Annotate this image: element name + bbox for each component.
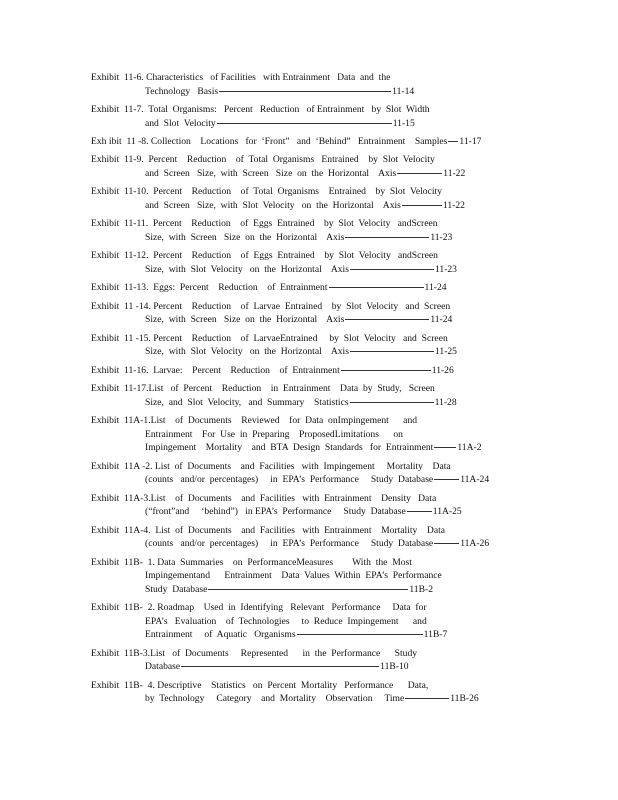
toc-page-number: 11B-10 xyxy=(380,661,409,673)
toc-entry-text: and Screen Size, with Screen Size on the Horizontal Axis xyxy=(145,167,397,179)
toc-entry-text: Exhibit 11-16. Larvae: Percent Reduction of Entrainment xyxy=(91,364,340,376)
toc-entry xyxy=(91,217,521,244)
toc-page-number: 11-14 xyxy=(392,85,415,97)
toc-entry xyxy=(91,382,521,409)
toc-entry-text: and Slot Velocity xyxy=(145,117,216,129)
toc-entry-text: Exhibit 11-7. Total Organisms: Percent Reduction of Entrainment by Slot Width xyxy=(91,103,430,115)
toc-entry-text: Entrainment of Aquatic Organisms xyxy=(145,629,296,641)
toc-entry-text: Exhibit 11A-1.List of Documents Reviewed for Data onImpingement and xyxy=(91,415,418,427)
toc-entry-title-continued xyxy=(91,660,521,674)
toc-entry-text: EPA’s Evaluation of Technologies to Reduce Impingement and xyxy=(145,615,427,627)
toc-entry-text: Size, with Slot Velocity on the Horizontal Axis xyxy=(145,263,349,275)
toc-entry-title xyxy=(91,460,521,474)
toc-entry xyxy=(91,414,521,455)
toc-entry xyxy=(91,601,521,642)
toc-entry-text: and Screen Size, with Slot Velocity on the Horizontal Axis xyxy=(145,199,401,211)
toc-entry-title-continued xyxy=(91,537,521,551)
dot-leader xyxy=(329,287,424,288)
toc-page-number: 11-28 xyxy=(434,396,457,408)
toc-entry-text: Exhibit 11-13. Eggs: Percent Reduction of Entrainment xyxy=(91,282,328,294)
toc-entry-title-continued xyxy=(91,583,521,597)
toc-entry xyxy=(91,524,521,551)
toc-entry-text: Exhibit 11A-4. List of Documents and Facilities with Entrainment Mortality Data xyxy=(91,524,446,536)
toc-entry xyxy=(91,185,521,212)
toc-entry xyxy=(91,300,521,327)
toc-entry-text: Exhibit 11-11. Percent Reduction of Eggs Entrained by Slot Velocity andScreen xyxy=(91,218,438,230)
toc-entry-title-continued xyxy=(91,199,521,213)
toc-entry-title-continued xyxy=(91,231,521,245)
toc-page-number: 11B-26 xyxy=(450,693,479,705)
toc-entry-text: Exhibit 11-17.List of Percent Reduction in Entrainment Data by Study, Screen xyxy=(91,383,435,395)
toc-entry-text: Study Database xyxy=(145,583,208,595)
toc-entry-text: Exhibit 11-6. Characteristics of Facilities with Entrainment Data and the xyxy=(91,72,391,83)
toc-entry xyxy=(91,556,521,597)
toc-entry-text: Size, with Slot Velocity on the Horizontal Axis xyxy=(145,346,349,358)
dot-leader xyxy=(341,370,431,371)
toc-entry-title xyxy=(91,71,521,85)
toc-entry xyxy=(91,679,521,706)
toc-page-number: 11-17 xyxy=(459,135,482,147)
toc-entry xyxy=(91,71,521,98)
dot-leader xyxy=(350,351,434,352)
toc-entry-text: by Technology Category and Mortality Observation Time xyxy=(145,693,405,705)
toc-page-number: 11A-25 xyxy=(432,506,462,518)
toc-entry xyxy=(91,135,521,149)
toc-entry-text: Entrainment For Use in Preparing ProposedLimitations on xyxy=(145,428,403,440)
dot-leader xyxy=(434,543,459,544)
toc-entry-title xyxy=(91,524,521,538)
dot-leader xyxy=(434,447,456,448)
toc-entry-title-continued xyxy=(91,505,521,519)
toc-entry-text: Database xyxy=(145,661,181,673)
toc-page-number: 11A-2 xyxy=(457,442,482,454)
toc-entry-title xyxy=(91,185,521,199)
toc-entry-text: (counts and/or percentages) in EPA’s Performance Study Database xyxy=(145,538,434,550)
dot-leader xyxy=(448,141,458,142)
toc-entry xyxy=(91,460,521,487)
toc-entry-title xyxy=(91,103,521,117)
toc-entry-text: Exhibit 11 -15. Percent Reduction of LarvaeEntrained by Slot Velocity and Screen xyxy=(91,332,448,344)
toc-entry-text: (counts and/or percentages) in EPA’s Performance Study Database xyxy=(145,474,434,486)
toc-entry-title xyxy=(91,556,521,570)
toc-entry-text: Technology Basis xyxy=(145,85,219,97)
dot-leader xyxy=(350,269,434,270)
toc-entry-text: Size, with Screen Size on the Horizontal Axis xyxy=(145,231,345,243)
toc-entry-title xyxy=(91,492,521,506)
toc-entry-title-continued xyxy=(91,441,521,455)
toc-entry-title xyxy=(91,647,521,661)
toc-entry-title-continued xyxy=(91,473,521,487)
toc-entry-text: Exhibit 11A -2. List of Documents and Facilities with Impingement Mortality Data xyxy=(91,460,451,472)
toc-page-number: 11-24 xyxy=(424,282,447,294)
toc-entry-text: Exhibit 11-12. Percent Reduction of Eggs Entrained by Slot Velocity andScreen xyxy=(91,250,438,262)
toc-entry-title xyxy=(91,679,521,693)
toc-entry-title xyxy=(91,249,521,263)
toc-entry xyxy=(91,103,521,130)
toc-entry-text: Exhibit 11 -14. Percent Reduction of Larvae Entrained by Slot Velocity and Screen xyxy=(91,300,451,312)
dot-leader xyxy=(208,589,408,590)
toc-page-number: 11-26 xyxy=(431,364,454,376)
dot-leader xyxy=(434,479,459,480)
dot-leader xyxy=(350,402,434,403)
toc-entry-title-continued xyxy=(91,117,521,131)
dot-leader xyxy=(219,91,391,92)
toc-entry-title-continued xyxy=(91,428,521,442)
toc-entry-text: Exhibit 11-9. Percent Reduction of Total Organisms Entrained by Slot Velocity xyxy=(91,154,435,166)
dot-leader xyxy=(297,634,423,635)
toc-entry xyxy=(91,492,521,519)
toc-page-number: 11B-7 xyxy=(423,629,448,641)
toc-entry-text: Exhibit 11-10. Percent Reduction of Total Organisms Entrained by Slot Velocity xyxy=(91,186,442,198)
list-of-exhibits xyxy=(91,71,521,711)
toc-entry-title-continued xyxy=(91,628,521,642)
toc-page-number: 11-22 xyxy=(442,199,465,211)
dot-leader xyxy=(402,205,442,206)
toc-entry-text: (“front”and ‘behind”) in EPA’s Performance Study Database xyxy=(145,506,406,518)
toc-entry-title-continued xyxy=(91,396,521,410)
toc-entry-text: Exhibit 11B- 1. Data Summaries on PerformanceMeasures With the Most xyxy=(91,556,412,568)
toc-entry-title-continued xyxy=(91,569,521,583)
toc-entry-title xyxy=(91,153,521,167)
toc-entry-title-continued xyxy=(91,263,521,277)
dot-leader xyxy=(181,666,379,667)
toc-page-number: 11-25 xyxy=(434,346,457,358)
toc-entry-title xyxy=(91,332,521,346)
toc-entry-title xyxy=(91,135,521,149)
dot-leader xyxy=(345,237,429,238)
toc-page-number: 11B-2 xyxy=(409,583,433,595)
toc-entry-title xyxy=(91,382,521,396)
toc-entry-text: Impingement Mortality and BTA Design Standards for Entrainment xyxy=(145,442,434,454)
toc-entry-text: Size, with Screen Size on the Horizontal Axis xyxy=(145,314,345,326)
toc-entry-title xyxy=(91,281,521,295)
toc-page-number: 11-22 xyxy=(443,167,466,179)
toc-page-number: 11-15 xyxy=(392,117,415,129)
toc-entry-title xyxy=(91,414,521,428)
dot-leader xyxy=(397,173,442,174)
toc-entry-title xyxy=(91,217,521,231)
toc-entry xyxy=(91,249,521,276)
toc-entry-text: Exhibit 11B-3.List of Documents Represented in the Performance Study xyxy=(91,647,418,659)
dot-leader xyxy=(405,698,449,699)
dot-leader xyxy=(407,511,432,512)
toc-entry xyxy=(91,332,521,359)
toc-entry-text: Exhibit 11B- 2. Roadmap Used in Identifying Relevant Performance Data for xyxy=(91,602,427,614)
toc-entry-title-continued xyxy=(91,85,521,99)
toc-page-number: 11-24 xyxy=(430,314,453,326)
toc-entry-text: Exhibit 11A-3.List of Documents and Facilities with Entrainment Density Data xyxy=(91,492,437,504)
dot-leader xyxy=(217,123,392,124)
toc-entry xyxy=(91,153,521,180)
toc-page-number: 11A-26 xyxy=(460,538,490,550)
toc-entry-text: Exh ibit 11 -8. Collection Locations for ‘Front” and ‘Behind” Entrainment Samples xyxy=(91,135,448,147)
toc-entry-text: Impingementand Entrainment Data Values Within EPA’s Performance xyxy=(145,570,442,582)
dot-leader xyxy=(345,319,429,320)
toc-entry-title-continued xyxy=(91,167,521,181)
toc-entry-text: Size, and Slot Velocity, and Summary Statistics xyxy=(145,396,349,408)
toc-entry-title-continued xyxy=(91,615,521,629)
toc-page-number: 11-23 xyxy=(430,231,453,243)
toc-page-number: 11A-24 xyxy=(460,474,490,486)
toc-entry-title xyxy=(91,300,521,314)
toc-entry-title-continued xyxy=(91,692,521,706)
toc-entry xyxy=(91,364,521,378)
toc-entry-text: Exhibit 11B- 4. Descriptive Statistics on Percent Mortality Performance Data, xyxy=(91,679,429,691)
toc-entry-title xyxy=(91,364,521,378)
toc-entry xyxy=(91,647,521,674)
toc-entry xyxy=(91,281,521,295)
toc-page-number: 11-23 xyxy=(434,263,457,275)
toc-entry-title-continued xyxy=(91,313,521,327)
toc-entry-title xyxy=(91,601,521,615)
toc-entry-title-continued xyxy=(91,345,521,359)
